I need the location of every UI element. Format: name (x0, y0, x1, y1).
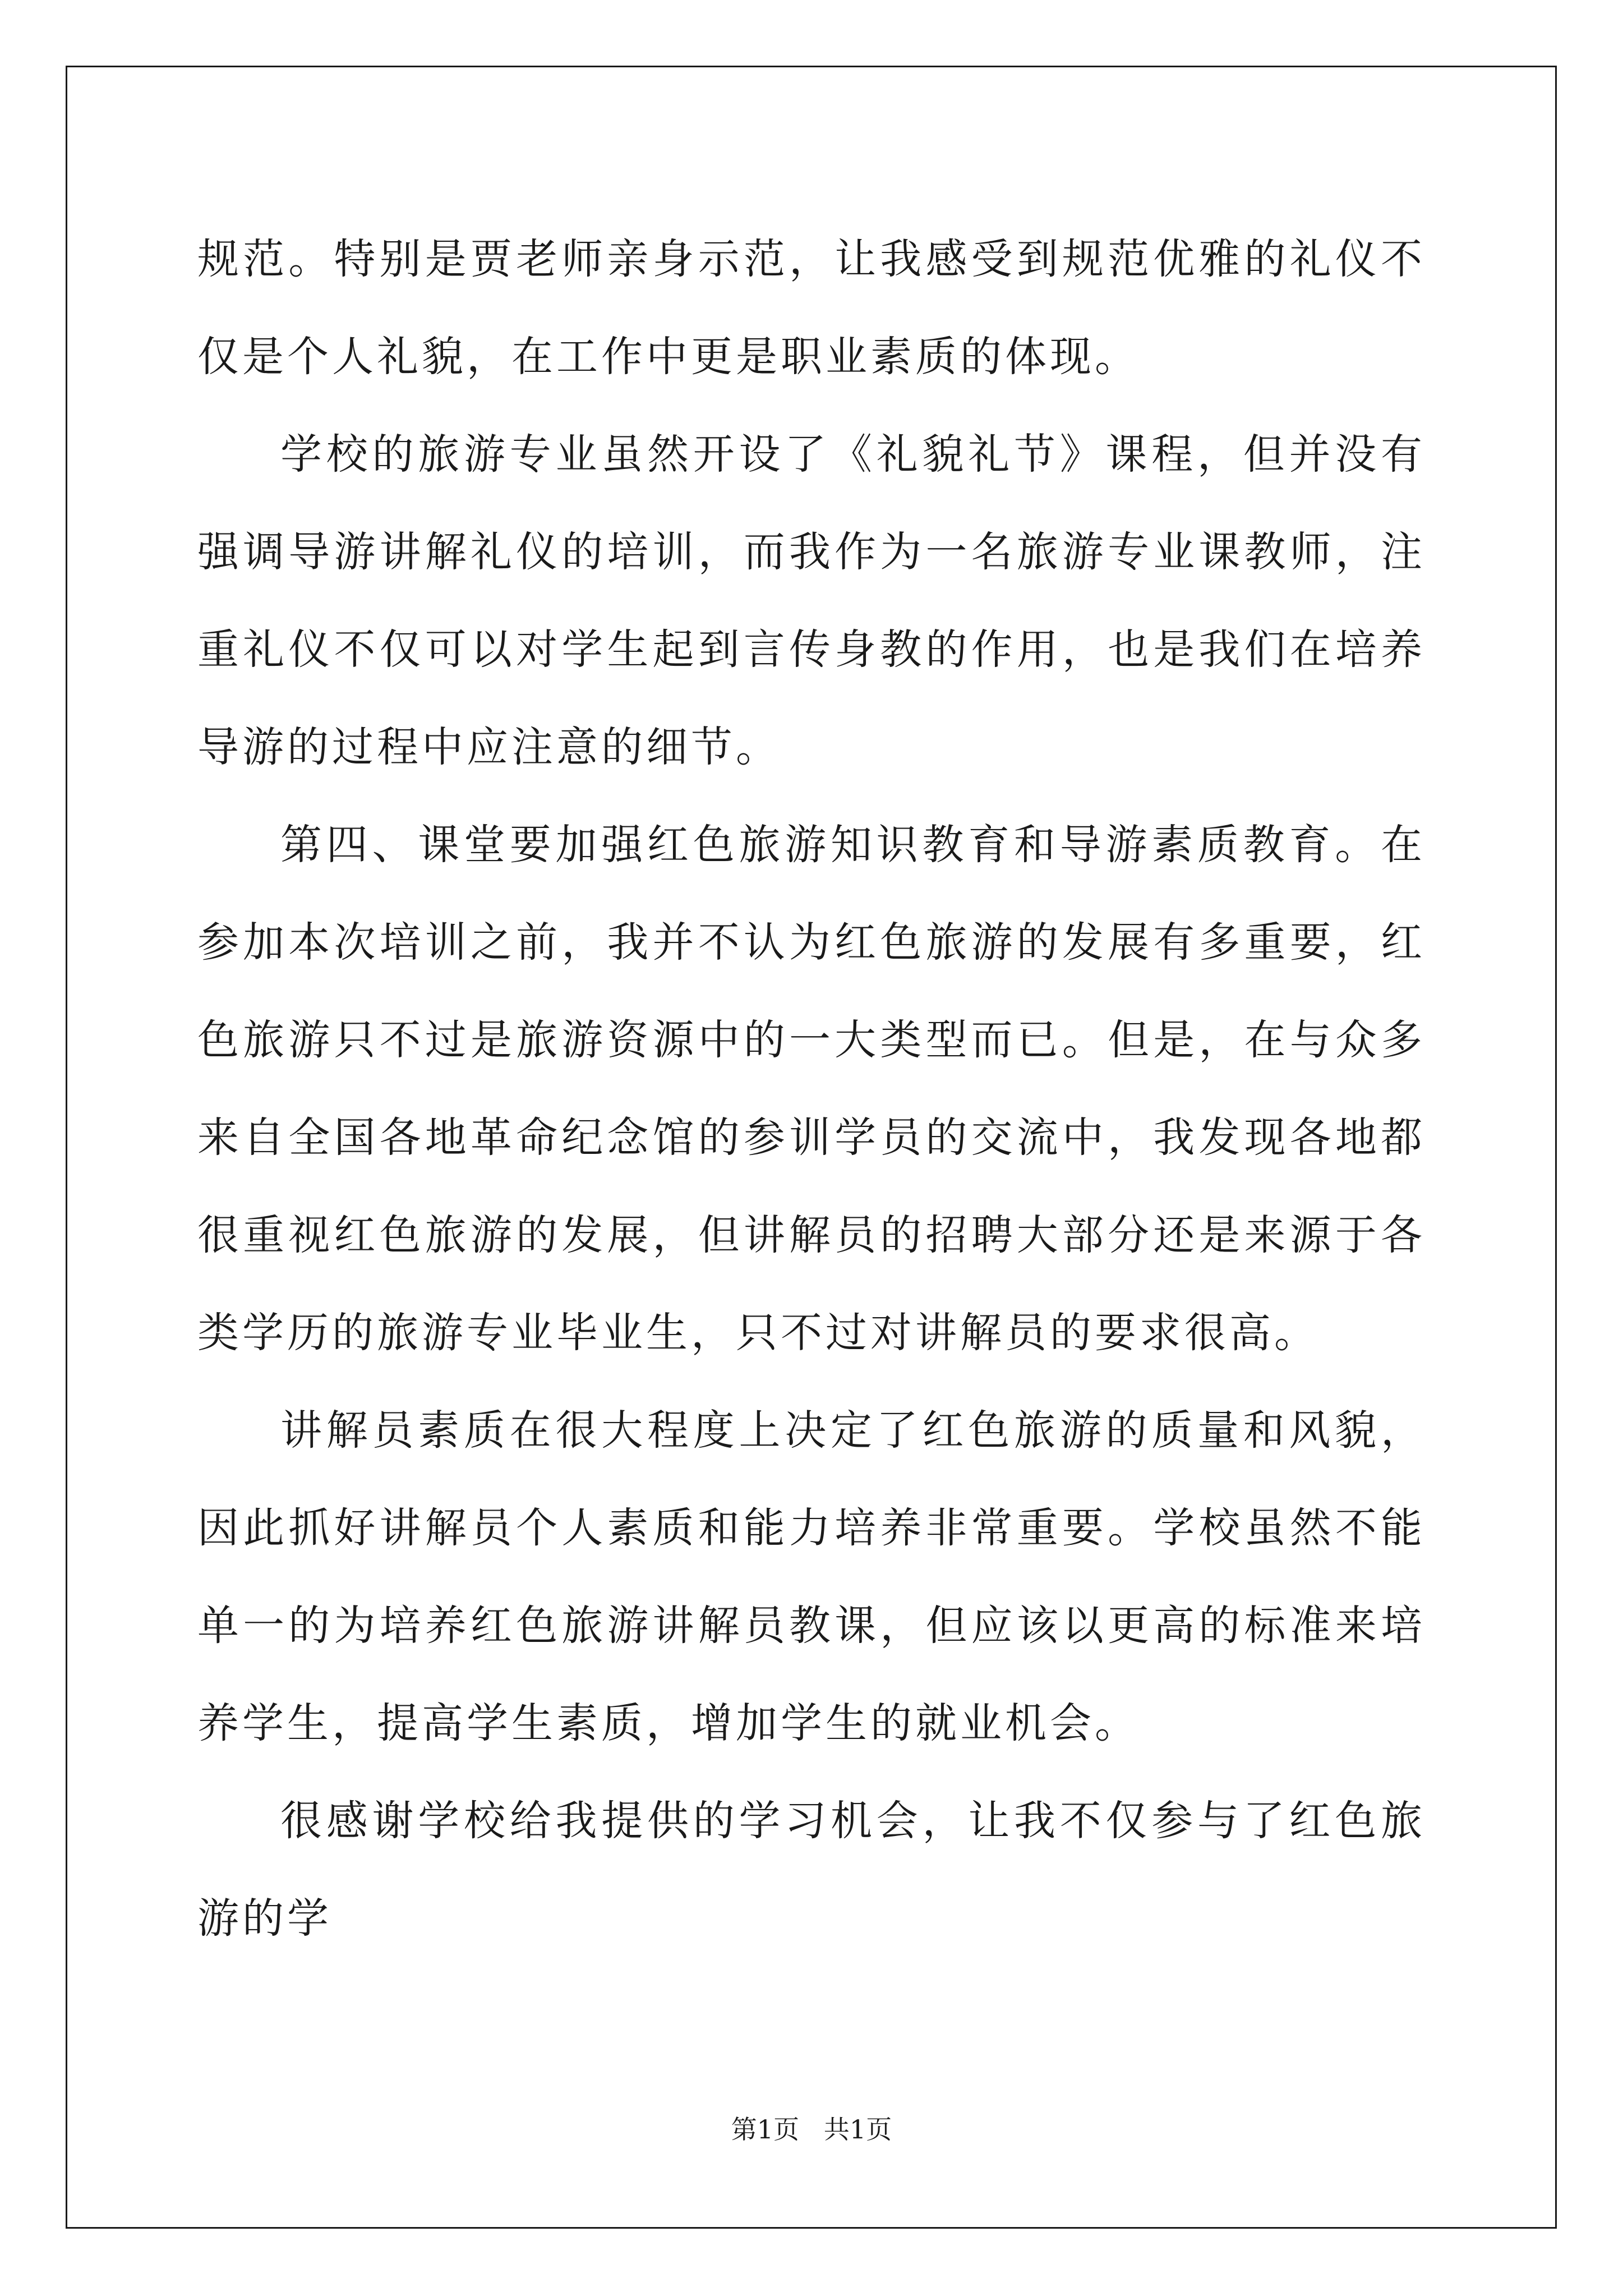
paragraph: 讲解员素质在很大程度上决定了红色旅游的质量和风貌，因此抓好讲解员个人素质和能力培养非常重要。学校虽然不能单一的为培养红色旅游讲解员教课，但应该以更高的标准来培养学生，提高学生素质，增加学生的就业机会。 (197, 1406, 1426, 1747)
document-body (197, 210, 1426, 1967)
paragraph: 很感谢学校给我提供的学习机会，让我不仅参与了红色旅游的学 (197, 1797, 1426, 1943)
paragraph: 学校的旅游专业虽然开设了《礼貌礼节》课程，但并没有强调导游讲解礼仪的培训，而我作为一名旅游专业课教师，注重礼仪不仅可以对学生起到言传身教的作用，也是我们在培养导游的过程中应注意的细节。 (197, 430, 1426, 771)
paragraph: 规范。特别是贾老师亲身示范，让我感受到规范优雅的礼仪不仅是个人礼貌，在工作中更是职业素质的体现。 (197, 235, 1426, 381)
paragraph: 第四、课堂要加强红色旅游知识教育和导游素质教育。在参加本次培训之前，我并不认为红色旅游的发展有多重要，红色旅游只不过是旅游资源中的一大类型而已。但是，在与众多来自全国各地革命纪念馆的参训学员的交流中，我发现各地都很重视红色旅游的发展，但讲解员的招聘大部分还是来源于各类学历的旅游专业毕业生，只不过对讲解员的要求很高。 (197, 821, 1426, 1357)
page-number: 第1页 共1页 (731, 2114, 892, 2145)
